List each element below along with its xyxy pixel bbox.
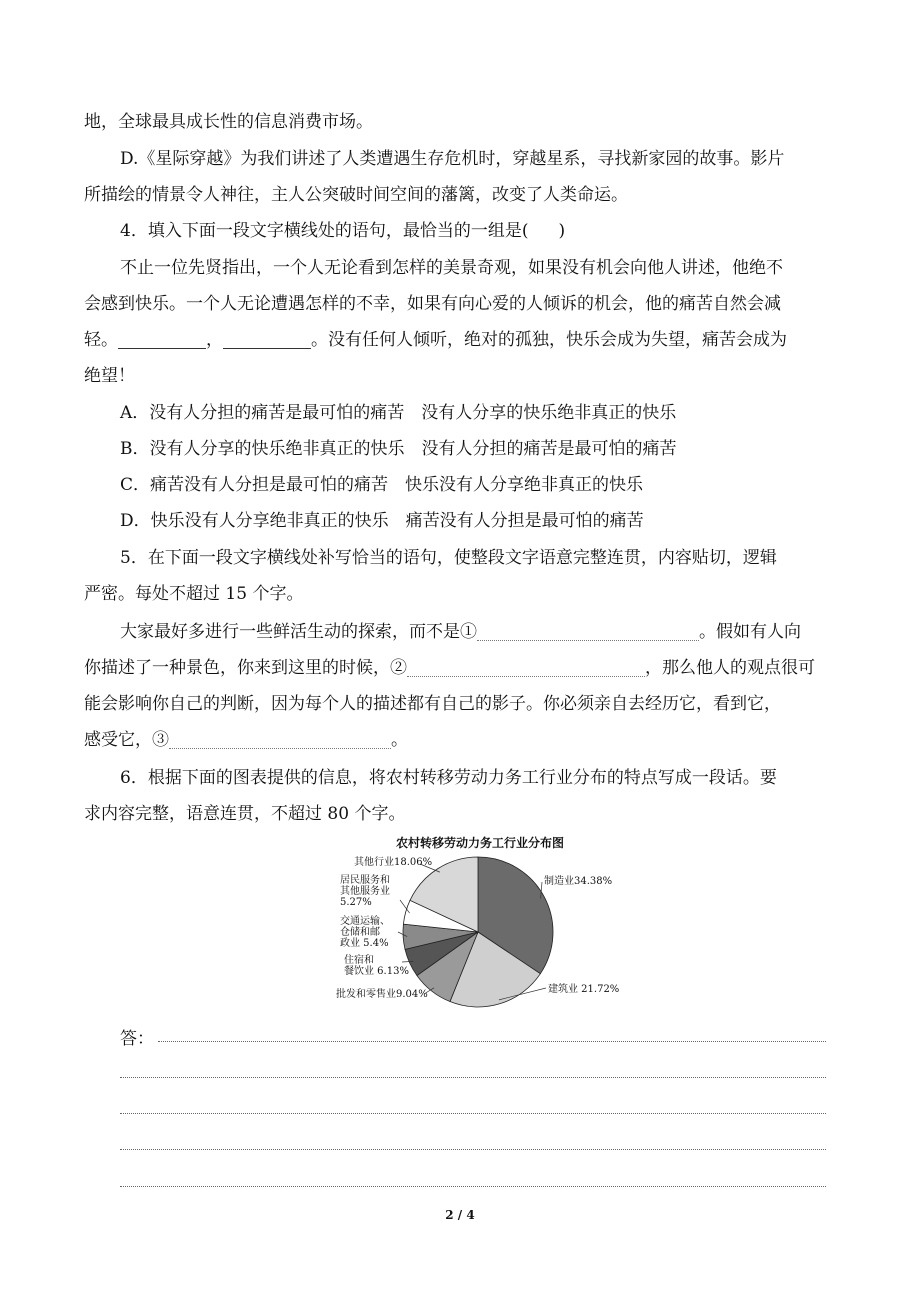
q5-blank-3[interactable] <box>169 726 391 749</box>
q4-passage-3b: 。没有任何人倾听，绝对的孤独，快乐会成为失望，痛苦会成为 <box>311 330 787 350</box>
option-d-line2: 所描绘的情景令人神往，主人公突破时间空间的藩篱，改变了人类命运。 <box>84 185 628 205</box>
q5-blank-2[interactable] <box>407 654 645 677</box>
q5-passage-4 <box>84 722 836 758</box>
text-line: 地，全球最具成长性的信息消费市场。 <box>84 112 373 132</box>
page-number: 2 / 4 <box>445 1208 475 1222</box>
slice-label: 制造业34.38% <box>544 876 613 887</box>
q5-passage-1 <box>84 614 836 650</box>
q4-blank-1[interactable] <box>118 326 206 349</box>
slice-label: 建筑业 21.72% <box>548 984 620 995</box>
q4-stem <box>84 213 836 249</box>
q4-comma: ， <box>206 330 223 350</box>
answer-line[interactable] <box>120 1148 826 1150</box>
q5-passage-2b: ，那么他人的观点很可 <box>645 658 815 678</box>
answer-line[interactable] <box>120 1112 826 1114</box>
q4-passage-2: 会感到快乐。一个人无论遭遇怎样的不幸，如果有向心爱的人倾诉的机会，他的痛苦自然会减 <box>84 294 781 314</box>
q4-passage-3a: 轻。 <box>84 330 118 350</box>
chart-title: 农村转移劳动力务工行业分布图 <box>395 836 564 850</box>
q5-passage-3: 能会影响你自己的判断，因为每个人的描述都有自己的影子。你必须亲自去经历它，看到它， <box>84 694 781 714</box>
slice-label: 批发和零售业9.04% <box>336 989 428 1000</box>
q4-option-c: C．痛苦没有人分担是最可怕的痛苦 快乐没有人分享绝非真正的快乐 <box>120 475 644 495</box>
q4-option-a: A．没有人分担的痛苦是最可怕的痛苦 没有人分享的快乐绝非真正的快乐 <box>120 403 677 423</box>
slice-label: 住宿和餐饮业 6.13% <box>344 955 409 977</box>
q4-passage-4: 绝望！ <box>84 366 135 386</box>
answer-label: 答： <box>120 1029 154 1049</box>
q4-passage-3 <box>84 322 836 358</box>
q5-passage-2a: 你描述了一种景色，你来到这里的时候，② <box>84 658 407 678</box>
q5-passage-1b: 。假如有人向 <box>699 622 801 642</box>
slice-label: 居民服务和其他服务业 5.27% <box>340 875 390 908</box>
q4-option-b: B．没有人分享的快乐绝非真正的快乐 没有人分担的痛苦是最可怕的痛苦 <box>120 439 677 459</box>
q5-passage-4b: 。 <box>391 730 408 750</box>
pie-chart <box>330 850 620 1010</box>
q5-passage-1a: 大家最好多进行一些鲜活生动的探索，而不是① <box>120 622 477 642</box>
q5-blank-1[interactable] <box>477 618 699 641</box>
answer-line[interactable] <box>120 1185 826 1187</box>
q6-stem-1: 6．根据下面的图表提供的信息，将农村转移劳动力务工行业分布的特点写成一段话。要 <box>120 768 777 788</box>
answer-line[interactable] <box>120 1076 826 1078</box>
q4-blank-2[interactable] <box>223 326 311 349</box>
q4-option-d: D．快乐没有人分享绝非真正的快乐 痛苦没有人分担是最可怕的痛苦 <box>120 511 644 531</box>
q4-stem-text: 4．填入下面一段文字横线处的语句，最恰当的一组是( <box>120 221 529 241</box>
q5-stem-2: 严密。每处不超过 15 个字。 <box>84 584 304 604</box>
q4-passage-1: 不止一位先贤指出，一个人无论看到怎样的美景奇观，如果没有机会向他人讲述，他绝不 <box>120 258 783 278</box>
slice-label: 交通运输、仓储和邮政业 5.4% <box>340 916 390 949</box>
q4-stem-paren: ) <box>558 221 566 241</box>
q6-stem-2: 求内容完整，语意连贯，不超过 80 个字。 <box>84 804 406 824</box>
q5-passage-4a: 感受它，③ <box>84 730 169 750</box>
q5-stem-1: 5．在下面一段文字横线处补写恰当的语句，使整段文字语意完整连贯，内容贴切，逻辑 <box>120 548 777 568</box>
slice-label: 其他行业18.06% <box>354 857 433 868</box>
q5-passage-2 <box>84 650 836 686</box>
option-d-line1: D.《星际穿越》为我们讲述了人类遭遇生存危机时，穿越星系，寻找新家园的故事。影片 <box>120 149 785 169</box>
answer-line[interactable] <box>158 1040 826 1042</box>
